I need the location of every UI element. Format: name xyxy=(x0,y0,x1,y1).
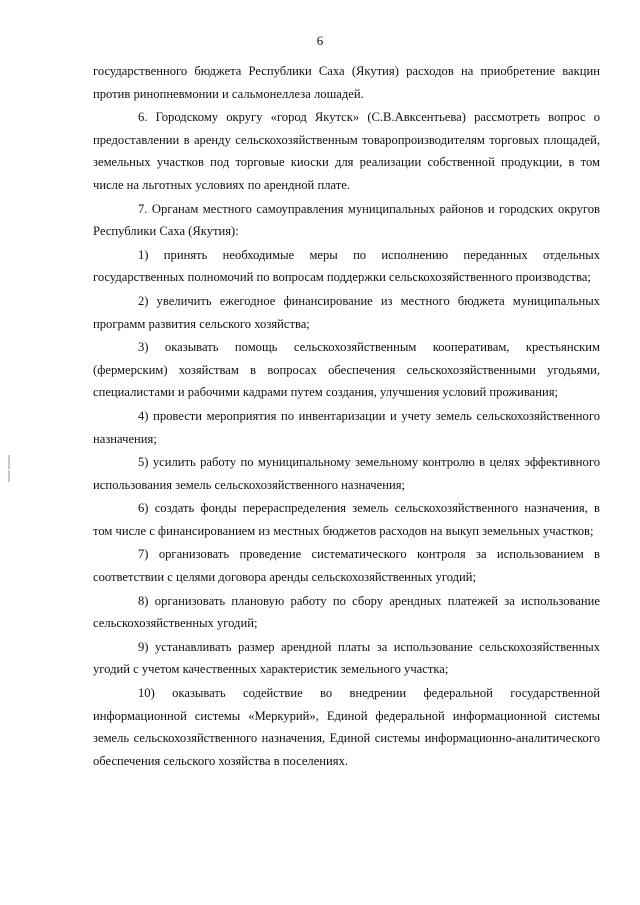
subitem-9: 9) устанавливать размер арендной платы за использование сельскохозяйственных угодий с учетом качественных характеристик земельного участка; xyxy=(93,639,600,677)
subitem-3: 3) оказывать помощь сельскохозяйственным кооперативам, крестьянским (фермерским) хозяйствам в вопросах обеспечения сельскохозяйственными угодьями, специалистами и рабочими кадрами путем создания, улучшения условий проживания; xyxy=(93,340,600,400)
subitem-6: 6) создать фонды перераспределения земель сельскохозяйственного назначения, в том числе с финансированием из местных бюджетов расходов на выкуп земельных участков; xyxy=(93,501,600,538)
subitem-5: 5) усилить работу по муниципальному земельному контролю в целях эффективного использования земель сельскохозяйственного назначения; xyxy=(93,455,600,492)
subitem-2: 2) увеличить ежегодное финансирование из местного бюджета муниципальных программ развития сельского хозяйства; xyxy=(93,293,600,331)
subitem-4: 4) провести мероприятия по инвентаризации и учету земель сельскохозяйственного назначения; xyxy=(93,408,600,446)
subitem-8: 8) организовать плановую работу по сбору арендных платежей за использование сельскохозяйственных угодий; xyxy=(93,593,600,631)
document-body xyxy=(93,60,600,773)
page-number: 6 xyxy=(316,33,324,48)
subitem-1: 1) принять необходимые меры по исполнению переданных отдельных государственных полномочий по вопросам поддержки сельскохозяйственного производства; xyxy=(93,247,600,285)
scan-margin-mark xyxy=(8,455,10,469)
subitem-7: 7) организовать проведение систематического контроля за использованием в соответствии с целями договора аренды сельскохозяйственных угодий; xyxy=(93,547,600,585)
paragraph-continuation: государственного бюджета Республики Саха (Якутия) расходов на приобретение вакцин против ринопневмонии и сальмонеллеза лошадей. xyxy=(93,64,600,101)
subitem-10: 10) оказывать содействие во внедрении федеральной государственной информационной системы «Меркурий», Единой федеральной информационной системы земель сельскохозяйственного назначения, Единой системы информационно-аналитического обеспечения сельского хозяйства в поселениях. xyxy=(93,686,600,768)
paragraph-item-6: 6. Городскому округу «город Якутск» (С.В.Авксентьева) рассмотреть вопрос о предоставлении в аренду сельскохозяйственным товаропроизводителям торговых площадей, земельных участков под торговые киоски для реализации собственной продукции, в том числе на льготных условиях по арендной плате. xyxy=(93,110,600,192)
scan-margin-mark xyxy=(8,470,10,482)
paragraph-item-7: 7. Органам местного самоуправления муниципальных районов и городских округов Республики Саха (Якутия): xyxy=(93,201,600,239)
